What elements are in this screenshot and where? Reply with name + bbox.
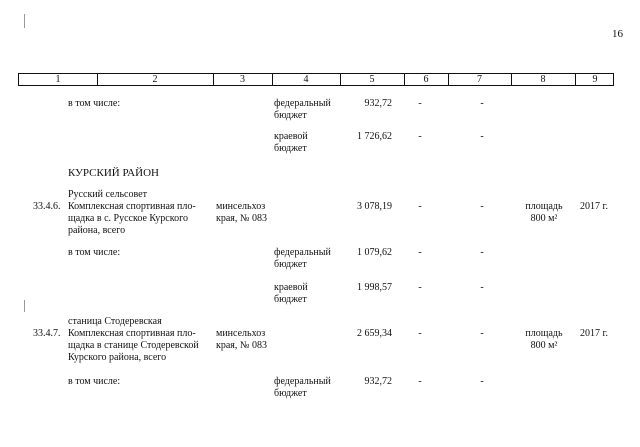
row-year: 2017 г.: [580, 201, 608, 212]
row-source: краевой бюджет: [274, 131, 308, 154]
header-cell: 7: [477, 74, 482, 85]
page-number: 16: [612, 28, 623, 40]
scan-mark: [24, 300, 25, 312]
header-cell: 5: [369, 74, 375, 85]
table-header: [18, 73, 614, 86]
header-cell: 2: [152, 74, 158, 85]
row-year: 2017 г.: [580, 328, 608, 339]
row-amount: 932,72: [364, 98, 392, 109]
row-amount: 932,72: [364, 376, 392, 387]
row-number: 33.4.7.: [33, 328, 61, 339]
row-number: 33.4.6.: [33, 201, 61, 212]
row-source: краевой бюджет: [274, 282, 308, 305]
row-desc: Русский сельсовет Комплексная спортивная пло- щадка в с. Русское Курского района, всего: [68, 189, 196, 236]
row-col6: -: [418, 282, 422, 293]
header-cell: 4: [303, 74, 309, 85]
row-col7: -: [480, 247, 484, 258]
row-col6: -: [418, 98, 422, 109]
header-cell: 9: [592, 74, 598, 85]
row-col6: -: [418, 247, 422, 258]
row-amount: 1 998,57: [357, 282, 392, 293]
row-source: федеральный бюджет: [274, 376, 331, 399]
row-col7: -: [480, 131, 484, 142]
row-desc: в том числе:: [68, 247, 121, 258]
row-desc: станица Стодеревская Комплексная спортивная пло- щадка в станице Стодеревской Курского района, всего: [68, 316, 199, 363]
row-col6: -: [418, 376, 422, 387]
row-executor: минсельхоз края, № 083: [216, 201, 267, 224]
row-area: площадь 800 м²: [525, 328, 563, 351]
row-col7: -: [480, 376, 484, 387]
header-cell: 1: [55, 74, 61, 85]
header-cell: 6: [423, 74, 429, 85]
row-amount: 3 078,19: [357, 201, 392, 212]
row-col7: -: [480, 282, 484, 293]
row-amount: 1 079,62: [357, 247, 392, 258]
row-col7: -: [480, 98, 484, 109]
row-area: площадь 800 м²: [525, 201, 563, 224]
row-desc: в том числе:: [68, 376, 121, 387]
row-amount: 1 726,62: [357, 131, 392, 142]
row-col6: -: [418, 201, 422, 212]
row-desc: в том числе:: [68, 98, 121, 109]
row-executor: минсельхоз края, № 083: [216, 328, 267, 351]
row-source: федеральный бюджет: [274, 247, 331, 270]
row-amount: 2 659,34: [357, 328, 392, 339]
scan-mark: [24, 14, 25, 28]
row-col6: -: [418, 131, 422, 142]
header-cell: 3: [240, 74, 245, 85]
header-cell: 8: [540, 74, 546, 85]
row-col6: -: [418, 328, 422, 339]
row-source: федеральный бюджет: [274, 98, 331, 121]
row-col7: -: [480, 201, 484, 212]
row-col7: -: [480, 328, 484, 339]
district-heading: КУРСКИЙ РАЙОН: [68, 167, 159, 179]
